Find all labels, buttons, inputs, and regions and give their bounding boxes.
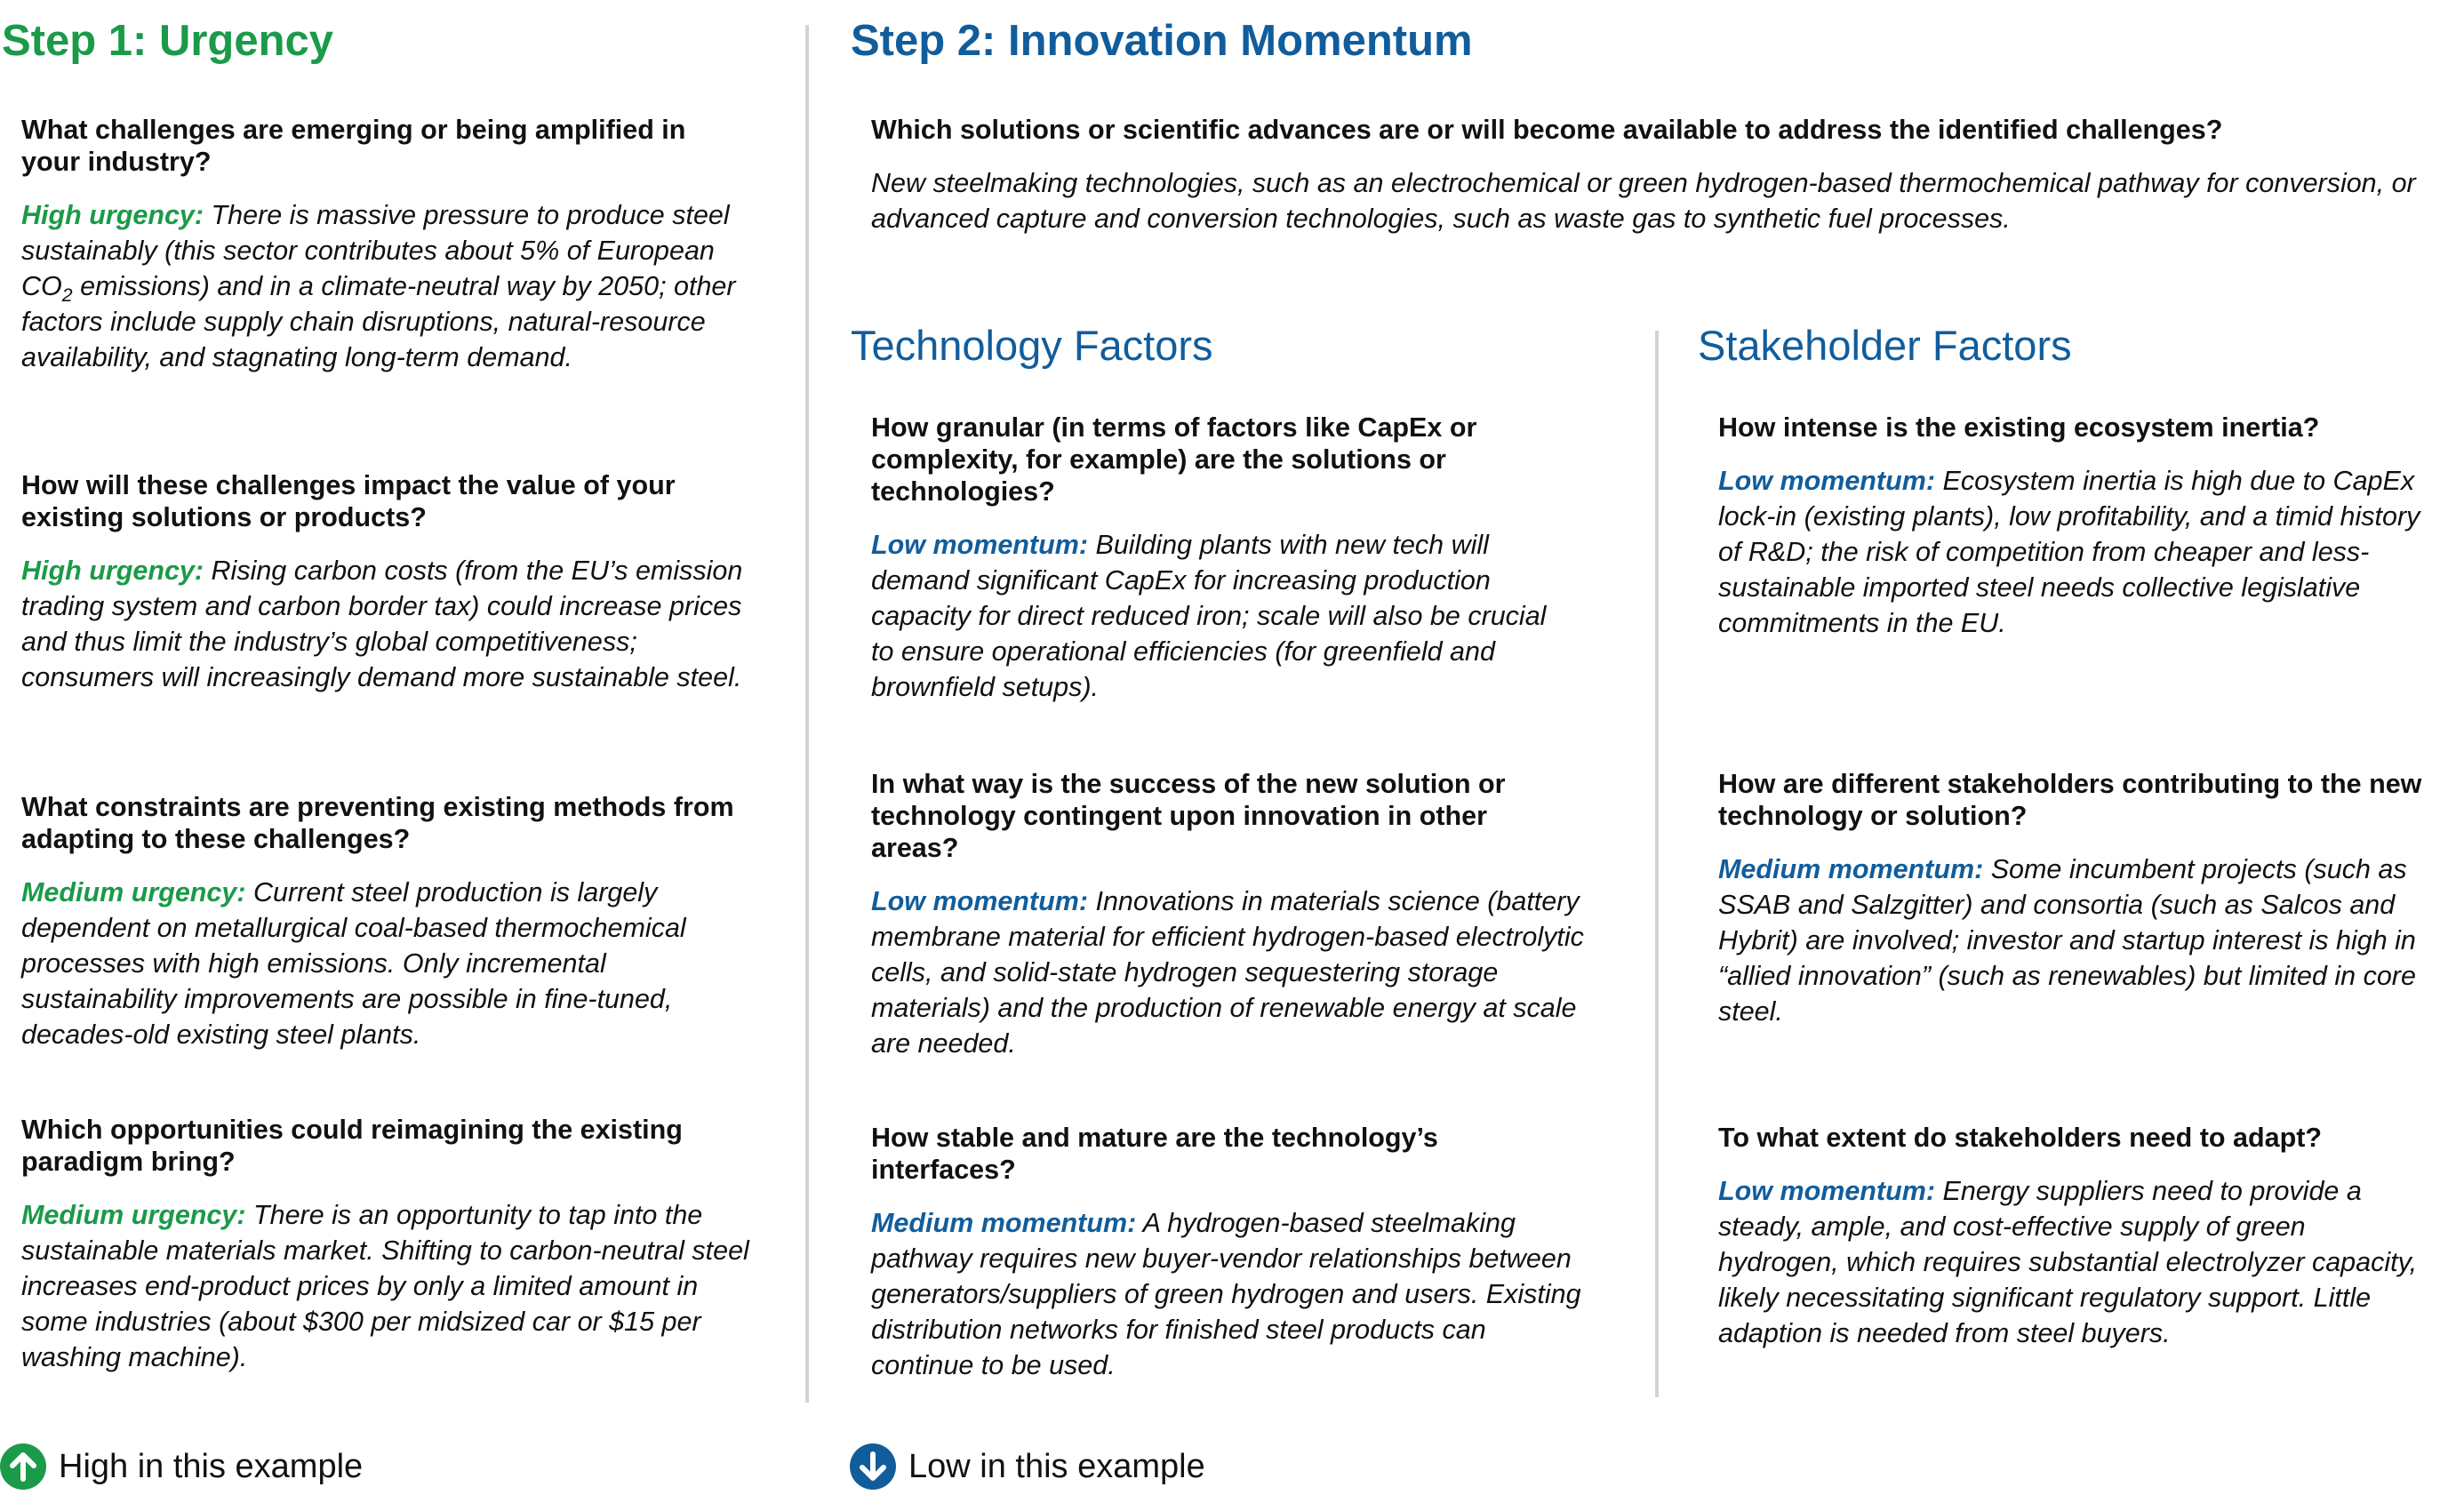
- urgency-question-2: How will these challenges impact the value of your existing solutions or products?: [21, 470, 676, 532]
- urgency-item-1: [21, 114, 750, 375]
- technology-answer-3: [871, 1205, 1582, 1383]
- momentum-intro: [871, 114, 2453, 236]
- urgency-level-label: Medium urgency:: [21, 1200, 246, 1230]
- urgency-answer-4: [21, 1197, 750, 1375]
- momentum-level-label: Low momentum:: [871, 886, 1088, 916]
- technology-factors-title: Technology Factors: [851, 322, 1213, 369]
- stakeholder-item-2: [1718, 768, 2452, 1029]
- momentum-legend: [850, 1443, 1205, 1490]
- momentum-level-label: Low momentum:: [1718, 1176, 1935, 1206]
- urgency-question-3: What constraints are preventing existing methods from adapting to these challenges?: [21, 792, 734, 854]
- urgency-item-4: [21, 1114, 750, 1375]
- technology-answer-text: Building plants with new tech will demand significant CapEx for increasing production capacity for direct reduced iron; scale will also be crucial to ensure operational efficiencies (for greenfield and brownfield setups).: [871, 530, 1547, 702]
- momentum-intro-question: Which solutions or scientific advances are or will become available to address the identified challenges?: [871, 115, 2223, 145]
- urgency-answer-2: [21, 553, 750, 695]
- urgency-level-label: High urgency:: [21, 200, 204, 230]
- urgency-item-3: [21, 791, 750, 1052]
- arrow-up-circle-icon: [0, 1443, 46, 1490]
- stakeholder-question-3: To what extent do stakeholders need to adapt?: [1718, 1123, 2322, 1153]
- momentum-level-label: Medium momentum:: [871, 1208, 1137, 1238]
- stakeholder-question-2: How are different stakeholders contributing to the new technology or solution?: [1718, 769, 2422, 831]
- urgency-level-label: High urgency:: [21, 556, 204, 586]
- momentum-level-label: Low momentum:: [871, 530, 1088, 560]
- urgency-item-2: [21, 469, 750, 695]
- momentum-level-label: Low momentum:: [1718, 466, 1935, 496]
- stakeholder-factors-title: Stakeholder Factors: [1698, 322, 2072, 369]
- momentum-legend-text: Low in this example: [908, 1447, 1205, 1485]
- stakeholder-item-3: [1718, 1122, 2420, 1351]
- stakeholder-answer-2: [1718, 851, 2452, 1029]
- urgency-question-4: Which opportunities could reimagining the existing paradigm bring?: [21, 1115, 683, 1177]
- stakeholder-item-1: [1718, 412, 2447, 641]
- stakeholder-answer-text: Some incumbent projects (such as SSAB and Salzgitter) and consortia (such as Salcos and Hybrit) are involved; investor and startup interest is high in “allied innovation” (such as renewables) but limited in core steel.: [1718, 854, 2416, 1027]
- urgency-legend: [0, 1443, 363, 1490]
- urgency-level-label: Medium urgency:: [21, 877, 246, 907]
- stakeholder-answer-text: Ecosystem inertia is high due to CapEx lock-in (existing plants), low profitability, and a timid history of R&D; the risk of competition from cheaper and less-sustainable imported steel needs collective legislative commitments in the EU.: [1718, 466, 2420, 638]
- arrow-down-circle-icon: [850, 1443, 896, 1490]
- momentum-title: Step 2: Innovation Momentum: [851, 17, 1473, 65]
- urgency-question-1: What challenges are emerging or being amplified in your industry?: [21, 115, 686, 177]
- urgency-answer-3: [21, 875, 750, 1052]
- urgency-answer-text: Current steel production is largely dependent on metallurgical coal-based thermochemical processes with high emissions. Only incremental sustainability improvements are possible in fine-tuned, decades-old existing steel plants.: [21, 877, 686, 1050]
- technology-item-1: [871, 412, 1547, 705]
- stakeholder-answer-text: Energy suppliers need to provide a steady, ample, and cost-effective supply of green hydrogen, which requires substantial electrolyzer capacity, likely necessitating significant regulatory support. Little adaption is needed from steel buyers.: [1718, 1176, 2418, 1348]
- technology-answer-2: [871, 883, 1600, 1061]
- technology-question-3: How stable and mature are the technology’s interfaces?: [871, 1123, 1438, 1185]
- stakeholder-answer-1: [1718, 463, 2447, 641]
- technology-question-2: In what way is the success of the new solution or technology contingent upon innovation in other areas?: [871, 769, 1506, 863]
- momentum-intro-answer: New steelmaking technologies, such as an electrochemical or green hydrogen-based thermochemical pathway for conversion, or advanced capture and conversion technologies, such as waste gas to synthetic fuel processes.: [871, 168, 2416, 234]
- momentum-level-label: Medium momentum:: [1718, 854, 1984, 884]
- urgency-answer-text: There is massive pressure to produce steel sustainably (this sector contributes about 5% of European $CO_2$ emissions) and in a climate-neutral way by 2050; other factors include supply chain disruptions, natural-resource availability, and stagnating long-term demand.: [21, 200, 736, 372]
- technology-answer-1: [871, 527, 1547, 705]
- urgency-answer-1: [21, 197, 750, 375]
- stakeholder-answer-3: [1718, 1173, 2420, 1351]
- technology-question-1: How granular (in terms of factors like CapEx or complexity, for example) are the solutions or technologies?: [871, 412, 1477, 507]
- urgency-answer-text: There is an opportunity to tap into the sustainable materials market. Shifting to carbon-neutral steel increases end-product prices by only a limited amount in some industries (about $300 per midsized car or $15 per washing machine).: [21, 1200, 749, 1372]
- technology-answer-text: A hydrogen-based steelmaking pathway requires new buyer-vendor relationships between generators/suppliers of green hydrogen and users. Existing distribution networks for finished steel products can continue to be used.: [871, 1208, 1581, 1380]
- urgency-title: Step 1: Urgency: [2, 17, 334, 65]
- technology-item-3: [871, 1122, 1582, 1383]
- column-divider: [805, 25, 809, 1403]
- factors-divider: [1655, 331, 1659, 1397]
- stakeholder-question-1: How intense is the existing ecosystem inertia?: [1718, 412, 2320, 443]
- urgency-answer-text: Rising carbon costs (from the EU’s emission trading system and carbon border tax) could increase prices and thus limit the industry’s global competitiveness; consumers will increasingly demand more sustainable steel.: [21, 556, 743, 692]
- technology-answer-text: Innovations in materials science (battery membrane material for efficient hydrogen-based electrolytic cells, and solid-state hydrogen sequestering storage materials) and the production of renewable energy at scale are needed.: [871, 886, 1584, 1059]
- urgency-legend-text: High in this example: [59, 1447, 364, 1485]
- technology-item-2: [871, 768, 1600, 1061]
